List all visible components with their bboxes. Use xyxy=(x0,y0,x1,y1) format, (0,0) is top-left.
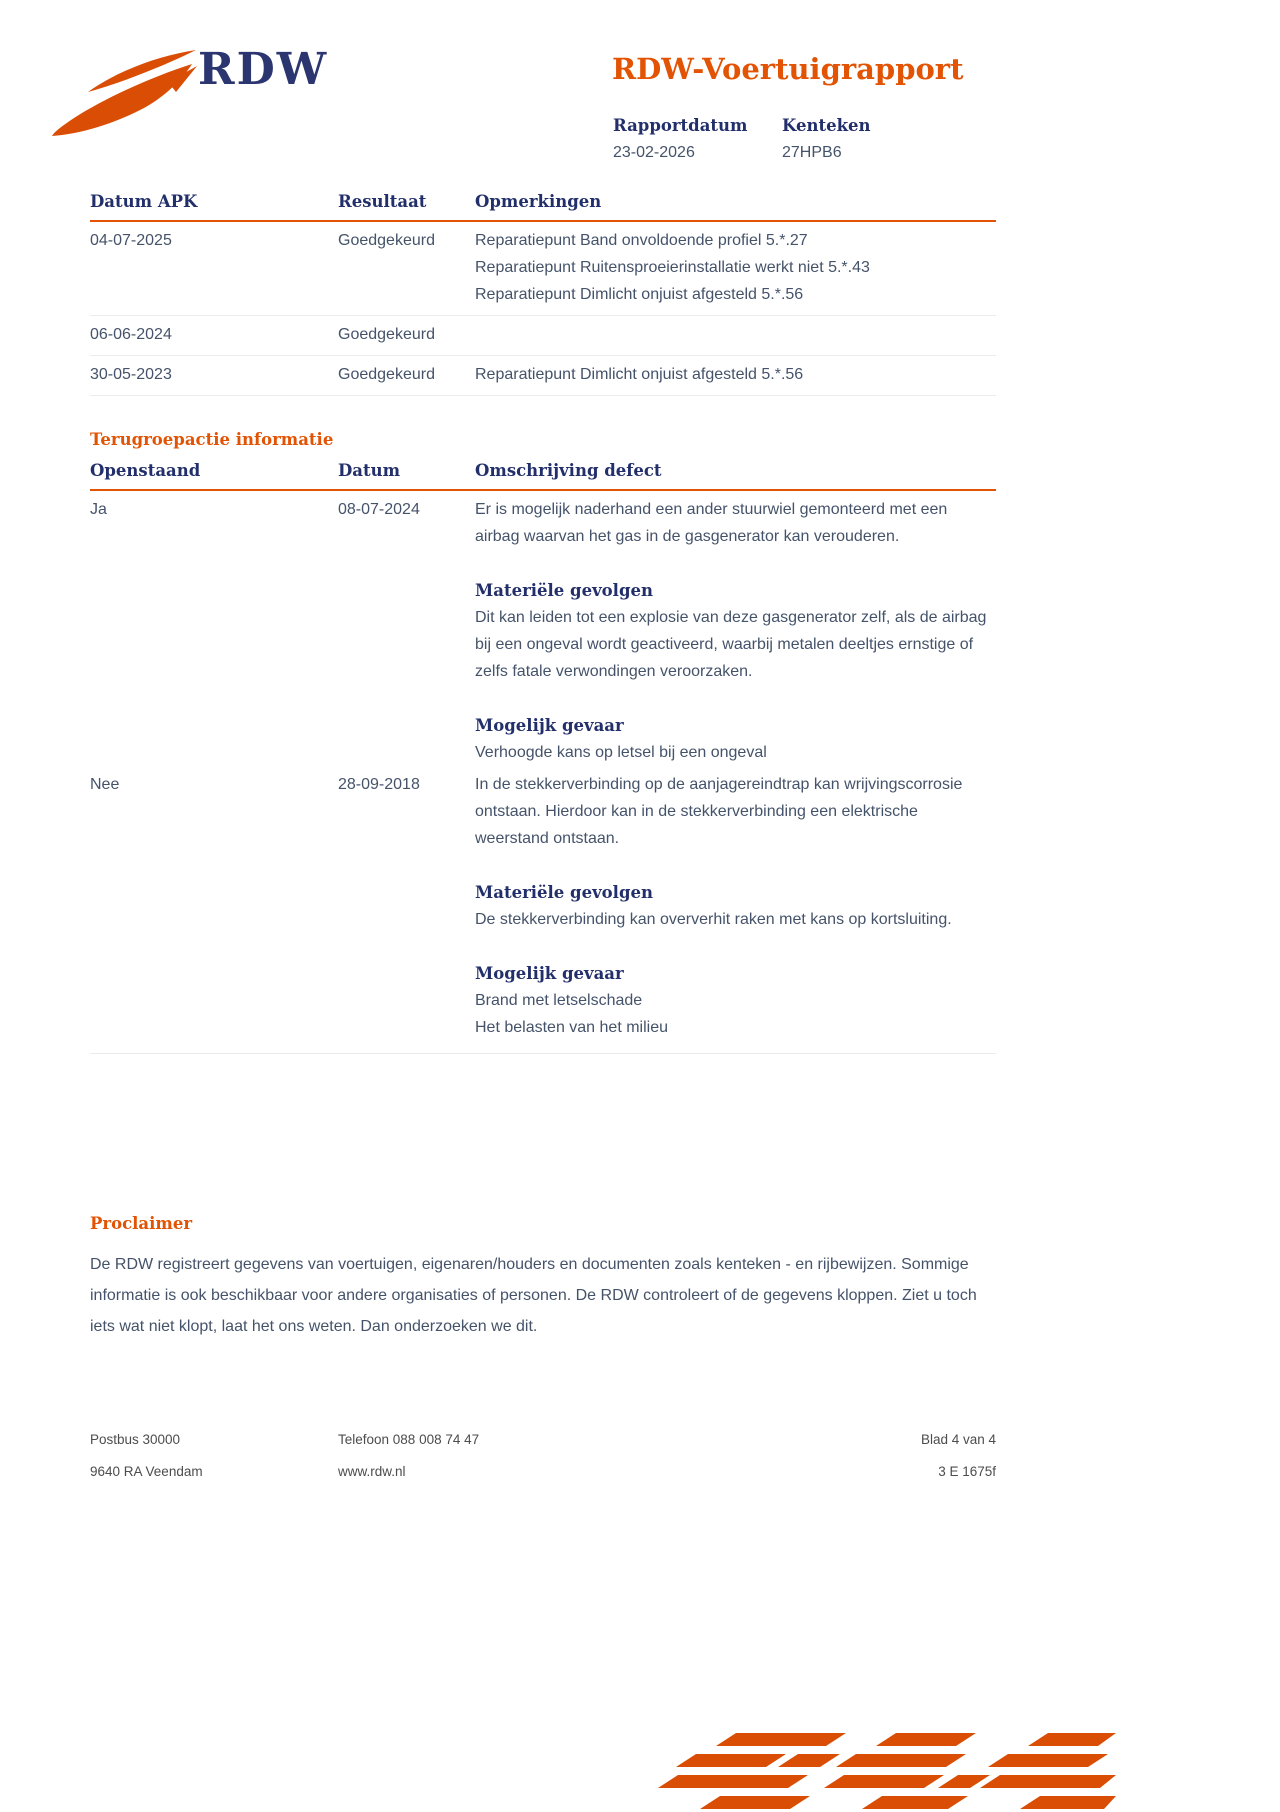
apk-remark-line: Reparatiepunt Band onvoldoende profiel 5.*.27 xyxy=(475,232,808,249)
table-row xyxy=(90,356,996,396)
footer-website: www.rdw.nl xyxy=(338,1464,406,1479)
footer-doc-code: 3 E 1675f xyxy=(938,1464,996,1479)
recall-danger-line: Het belasten van het milieu xyxy=(475,1019,668,1036)
recall-header-description: Omschrijving defect xyxy=(475,461,662,480)
apk-header-result: Resultaat xyxy=(338,192,427,211)
apk-remarks xyxy=(475,227,996,308)
footer-page-info: Blad 4 van 4 xyxy=(920,1432,996,1447)
recall-open: Nee xyxy=(90,776,120,793)
footer-address-line2: 9640 RA Veendam xyxy=(90,1464,203,1479)
kenteken-block xyxy=(782,116,951,162)
table-row xyxy=(90,222,996,316)
footer-row xyxy=(90,1464,996,1479)
recall-danger-line: Brand met letselschade xyxy=(475,992,643,1009)
apk-header-date: Datum APK xyxy=(90,192,198,211)
footer-row xyxy=(90,1432,996,1447)
brand-wordmark: RDW xyxy=(198,44,329,95)
recall-section-title: Terugroepactie informatie xyxy=(90,430,334,449)
recall-header-date: Datum xyxy=(338,461,401,480)
recall-consequences-label: Materiële gevolgen xyxy=(475,581,653,600)
apk-table-header xyxy=(90,192,996,222)
apk-header-remarks: Opmerkingen xyxy=(475,192,602,211)
recall-table-header xyxy=(90,461,996,491)
apk-date: 30-05-2023 xyxy=(90,366,172,383)
recall-danger-label: Mogelijk gevaar xyxy=(475,964,624,983)
recall-section xyxy=(90,430,996,1054)
apk-remark-line: Reparatiepunt Ruitensproeierinstallatie werkt niet 5.*.43 xyxy=(475,259,870,276)
footer-phone: Telefoon 088 008 74 47 xyxy=(338,1432,480,1447)
recall-open: Ja xyxy=(90,501,107,518)
recall-description-block xyxy=(475,496,996,766)
report-date-block xyxy=(613,116,782,162)
recall-description-block xyxy=(475,771,996,1041)
table-row xyxy=(90,491,996,766)
apk-date: 04-07-2025 xyxy=(90,232,172,249)
apk-table xyxy=(90,192,996,396)
apk-remarks xyxy=(475,361,996,388)
apk-result: Goedgekeurd xyxy=(338,326,435,343)
page-footer xyxy=(90,1432,996,1479)
report-meta xyxy=(613,116,951,162)
report-date-value: 23-02-2026 xyxy=(613,144,695,161)
rdw-logo-icon xyxy=(52,46,197,138)
recall-description: In de stekkerverbinding op de aanjagereindtrap kan wrijvingscorrosie ontstaan. Hierdoor kan in de stekkerverbinding een elektrische weerstand ontstaan. xyxy=(475,776,963,847)
recall-header-open: Openstaand xyxy=(90,461,201,480)
apk-remarks xyxy=(475,321,996,348)
report-date-label: Rapportdatum xyxy=(613,116,748,135)
proclaimer-section xyxy=(90,1214,996,1342)
recall-date: 08-07-2024 xyxy=(338,501,420,518)
apk-remark-line: Reparatiepunt Dimlicht onjuist afgesteld 5.*.56 xyxy=(475,286,804,303)
apk-remark-line: Reparatiepunt Dimlicht onjuist afgesteld 5.*.56 xyxy=(475,366,804,383)
main-content xyxy=(90,192,996,1054)
decorative-stripes xyxy=(658,1733,1116,1811)
recall-consequences: De stekkerverbinding kan oververhit raken met kans op kortsluiting. xyxy=(475,911,952,928)
table-row xyxy=(90,766,996,1054)
apk-result: Goedgekeurd xyxy=(338,232,435,249)
recall-description: Er is mogelijk naderhand een ander stuurwiel gemonteerd met een airbag waarvan het gas in de gasgenerator kan verouderen. xyxy=(475,501,948,545)
recall-consequences: Dit kan leiden tot een explosie van deze gasgenerator zelf, als de airbag bij een ongeval wordt geactiveerd, waarbij metalen deeltjes ernstige of zelfs fatale verwondingen veroorzaken. xyxy=(475,609,987,680)
report-title: RDW-Voertuigrapport xyxy=(612,52,964,86)
recall-danger-line: Verhoogde kans op letsel bij een ongeval xyxy=(475,744,767,761)
proclaimer-title: Proclaimer xyxy=(90,1214,193,1233)
apk-result: Goedgekeurd xyxy=(338,366,435,383)
proclaimer-text: De RDW registreert gegevens van voertuigen, eigenaren/houders en documenten zoals kenteken - en rijbewijzen. Sommige informatie is ook beschikbaar voor andere organisaties of personen. De RDW controleert of de gegevens kloppen. Ziet u toch iets wat niet klopt, laat het ons weten. Dan onderzoeken we dit. xyxy=(90,1256,977,1335)
recall-danger-label: Mogelijk gevaar xyxy=(475,716,624,735)
kenteken-label: Kenteken xyxy=(782,116,871,135)
table-row xyxy=(90,316,996,356)
recall-consequences-label: Materiële gevolgen xyxy=(475,883,653,902)
footer-address-line1: Postbus 30000 xyxy=(90,1432,181,1447)
apk-date: 06-06-2024 xyxy=(90,326,172,343)
kenteken-value: 27HPB6 xyxy=(782,144,842,161)
recall-date: 28-09-2018 xyxy=(338,776,420,793)
